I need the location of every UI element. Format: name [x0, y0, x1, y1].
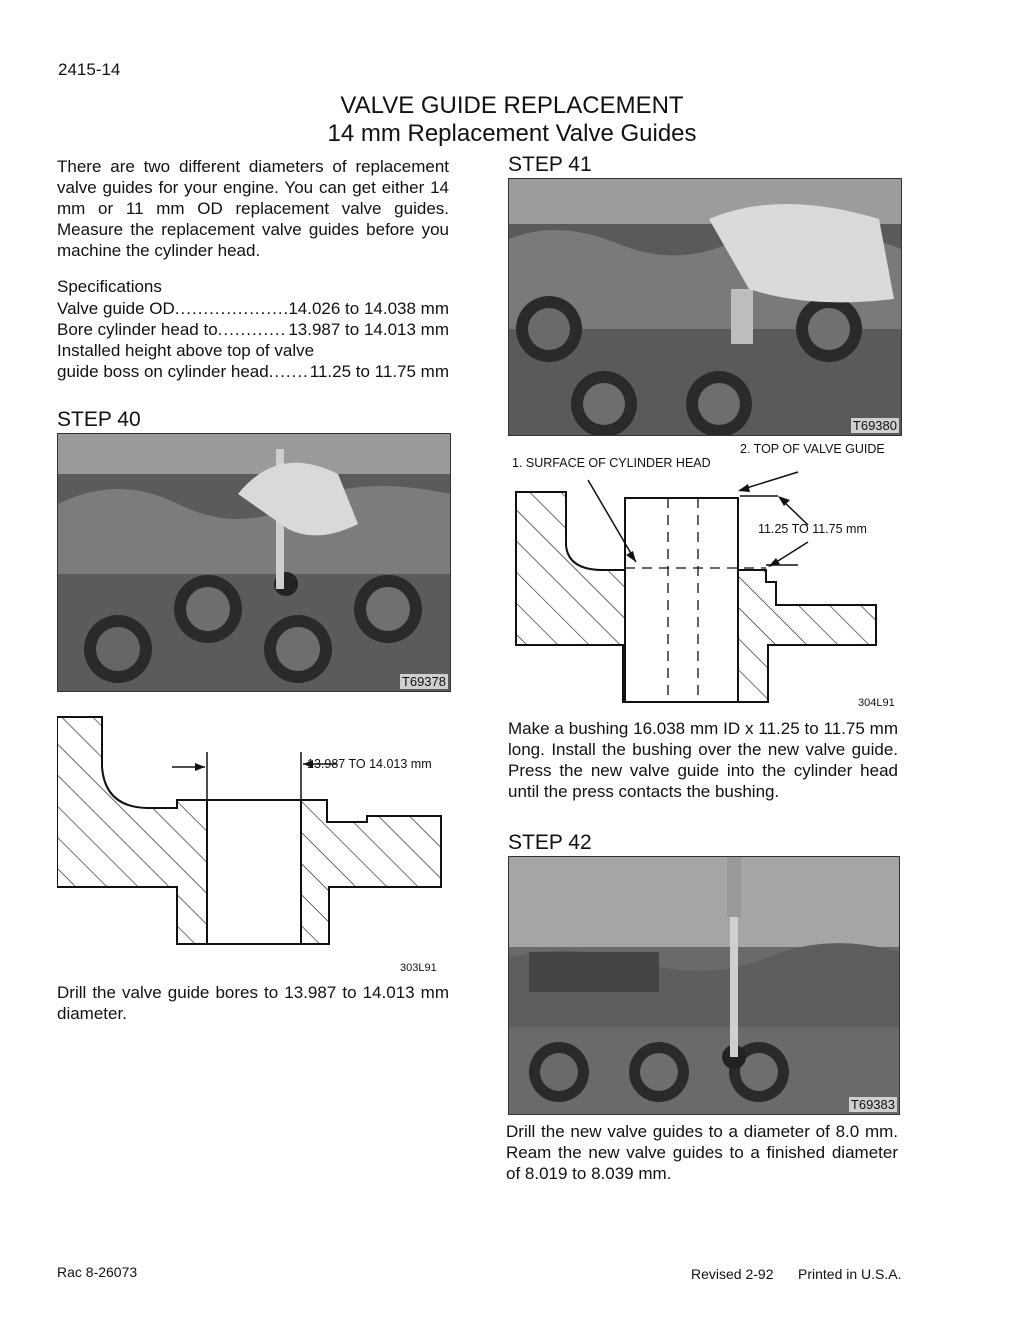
step41-callout-surface: 1. SURFACE OF CYLINDER HEAD: [512, 456, 711, 470]
spec-value: 13.987 to 14.013 mm: [288, 320, 449, 339]
step41-photo: [508, 178, 902, 436]
step42-heading: STEP 42: [508, 831, 900, 858]
spec-row-bore-cylinder-head: [57, 319, 449, 340]
step40-photo: [57, 433, 451, 692]
page-subtitle: 14 mm Replacement Valve Guides: [327, 120, 697, 147]
footer-revised: Revised 2-92: [691, 1266, 774, 1282]
spec-row-installed-height: [57, 361, 449, 382]
spec-installed-line1: Installed height above top of valve: [57, 341, 315, 360]
footer-document-number: Rac 8-26073: [57, 1264, 138, 1280]
step41-figure-code: 304L91: [858, 697, 895, 709]
spec-value: 14.026 to 14.038 mm: [288, 299, 449, 318]
intro-paragraph: There are two different diameters of replacement valve guides for your engine. You can get either 14 mm or 11 mm OD replacement valve guides. Measure the replacement valve guides before you machine the cylinder head.: [57, 157, 449, 260]
step40-text: Drill the valve guide bores to 13.987 to 14.013 mm diameter.: [57, 983, 449, 1023]
spec-label: Valve guide OD: [57, 299, 175, 318]
step41-text: Make a bushing 16.038 mm ID x 11.25 to 11.75 mm long. Install the bushing over the new valve guide. Press the new valve guide into the cylinder head until the press contacts the bushing.: [508, 719, 898, 801]
specifications-heading: Specifications: [57, 277, 162, 296]
step40-dimension-label: 13.987 TO 14.013 mm: [307, 757, 432, 771]
step41-callout-top-of-guide: 2. TOP OF VALVE GUIDE: [740, 442, 885, 456]
step42-photo-code: T69383: [850, 1097, 895, 1112]
step40-bore-diagram: [57, 712, 449, 950]
step42-photo: [508, 856, 900, 1115]
step41-dimension-label: 11.25 TO 11.75 mm: [758, 522, 867, 536]
spec-label: Bore cylinder head to: [57, 320, 218, 339]
step40-photo-code: T69378: [401, 674, 446, 689]
step41-heading: STEP 41: [508, 153, 900, 180]
page-number: 2415-14: [58, 60, 121, 79]
step42-text: Drill the new valve guides to a diameter of 8.0 mm. Ream the new valve guides to a finished diameter of 8.019 to 8.039 mm.: [506, 1122, 898, 1183]
step40-heading: STEP 40: [57, 408, 451, 435]
spec-row-valve-guide-od: [57, 298, 449, 319]
step40-figure-code: 303L91: [400, 962, 437, 974]
spec-label: guide boss on cylinder head: [57, 362, 269, 381]
step41-bushing-diagram: [508, 470, 898, 706]
page-title: VALVE GUIDE REPLACEMENT: [340, 92, 684, 119]
footer-printed: Printed in U.S.A.: [798, 1266, 902, 1282]
spec-value: 11.25 to 11.75 mm: [309, 362, 449, 381]
step41-photo-code: T69380: [852, 418, 897, 433]
